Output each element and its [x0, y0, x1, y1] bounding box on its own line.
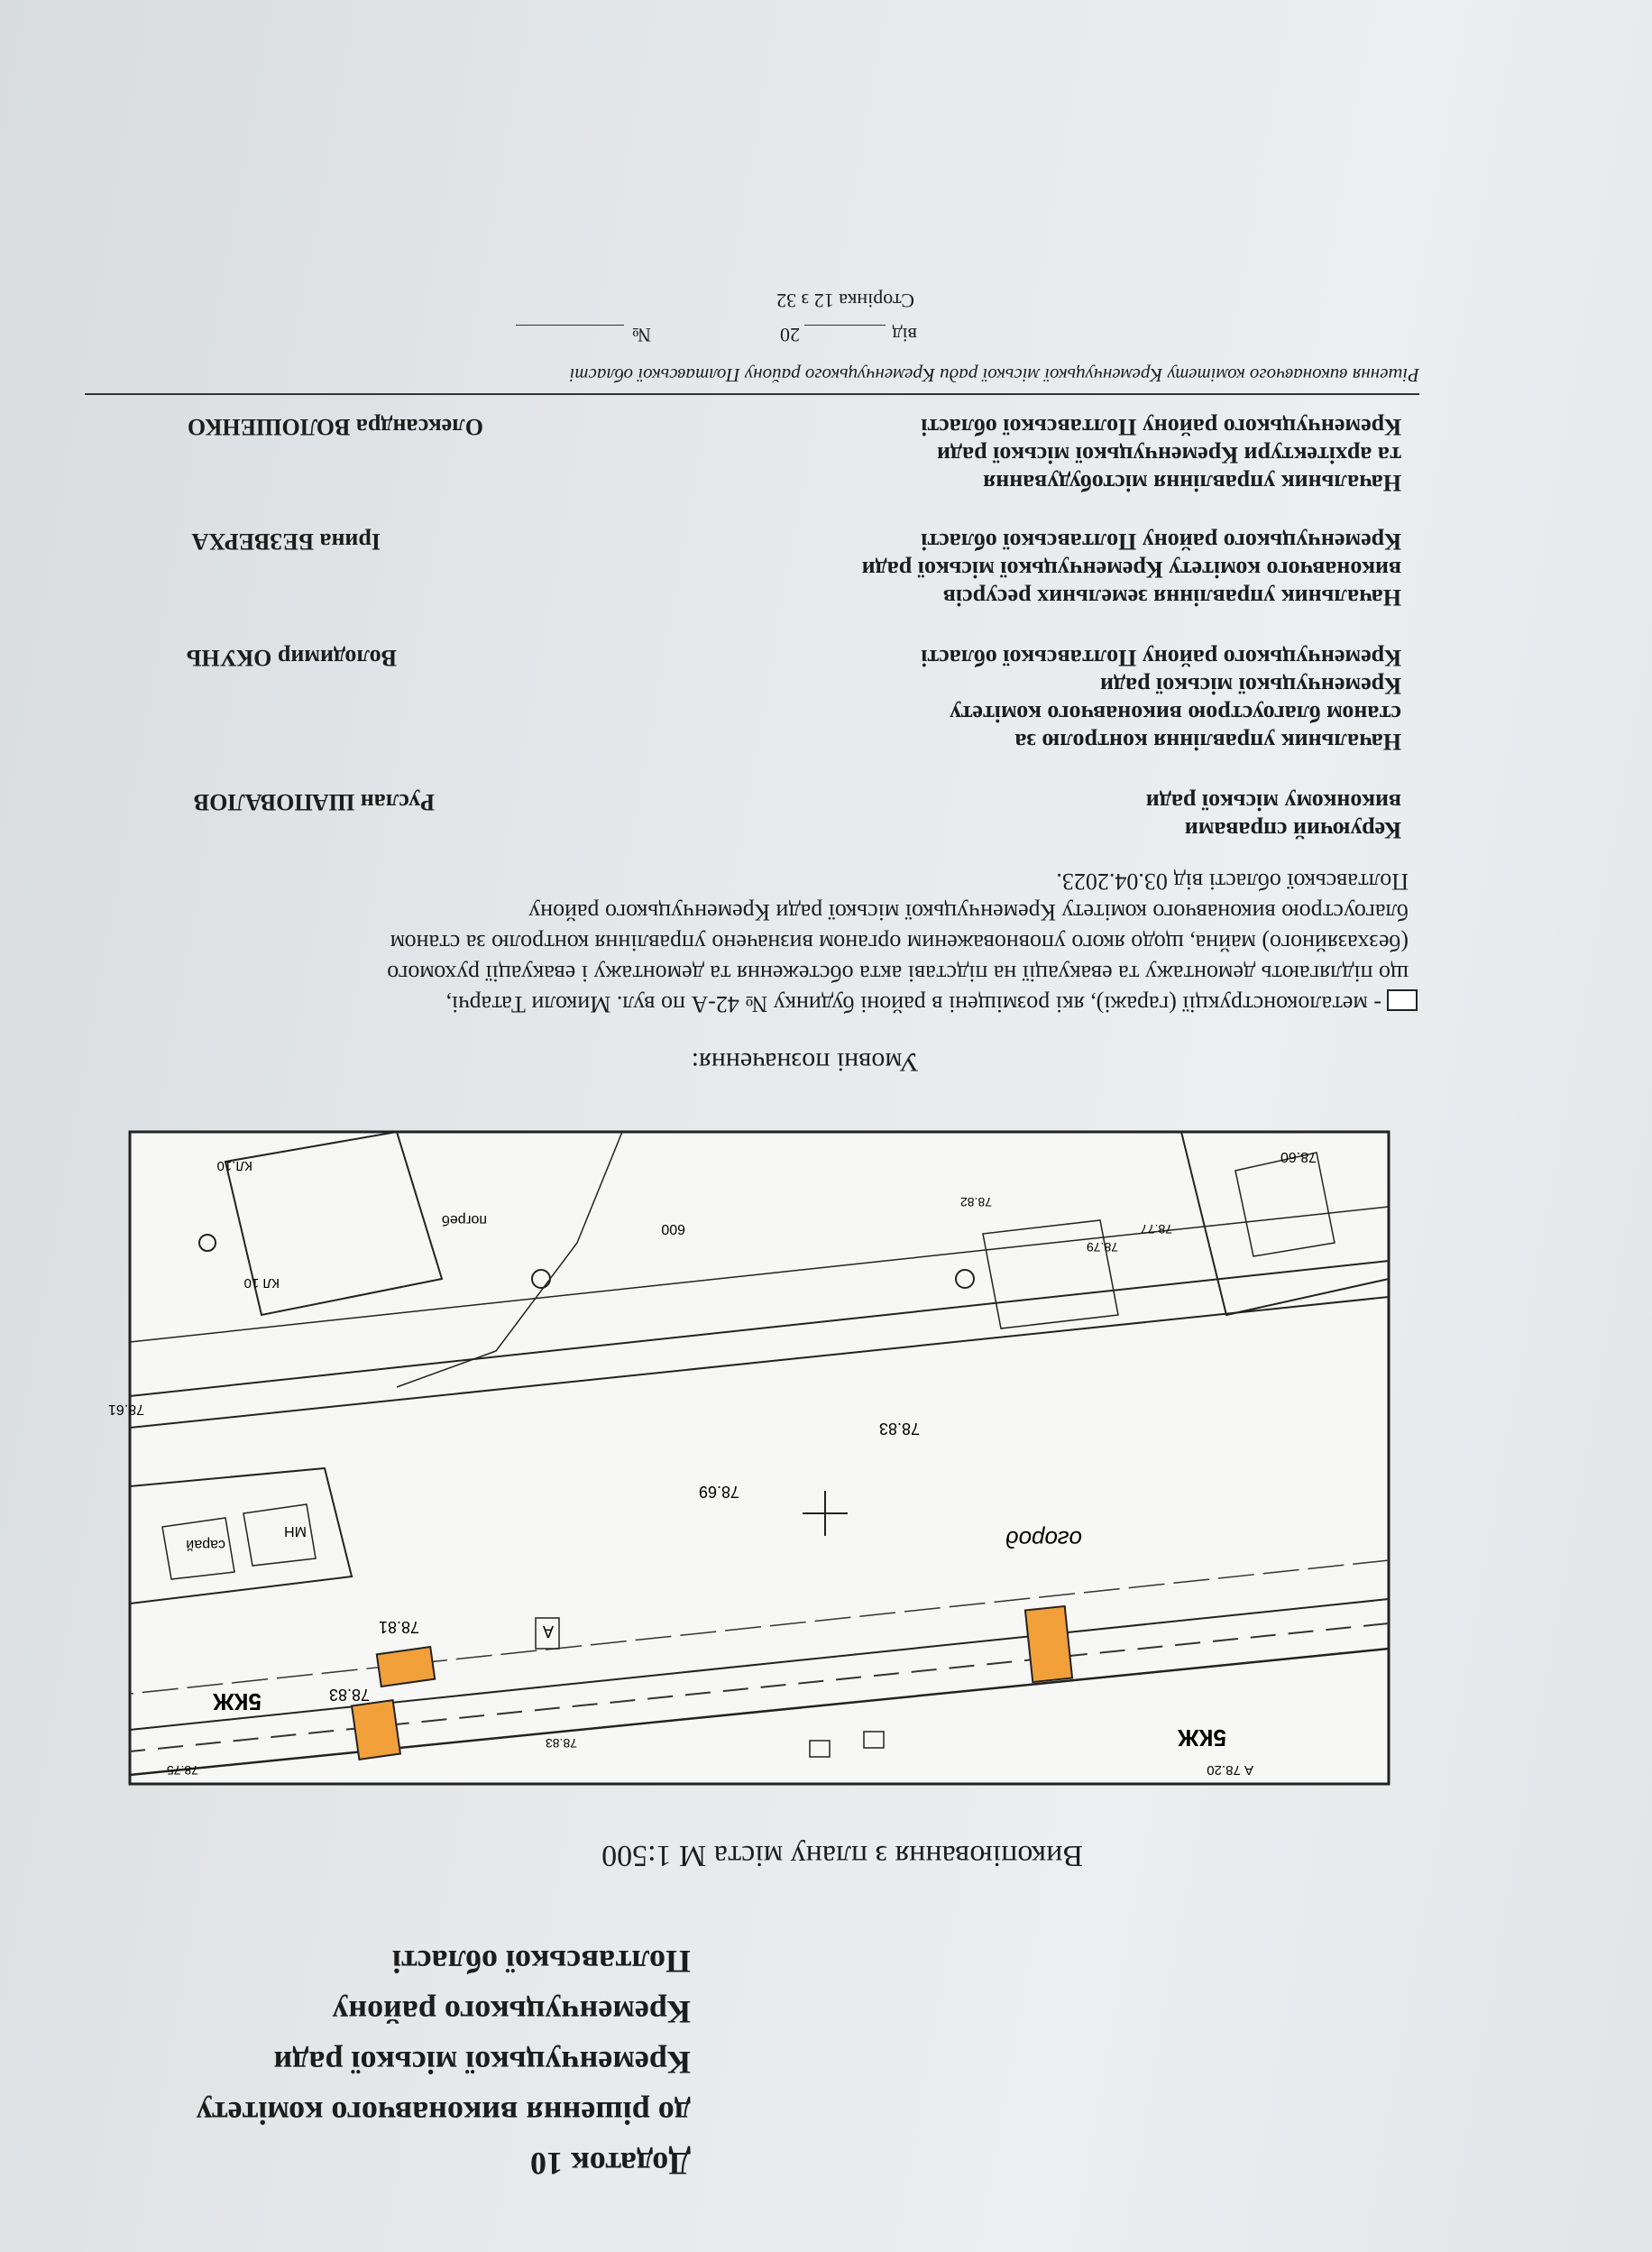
- garage-marker-1: [377, 1647, 435, 1687]
- sig-1-position-2: виконкому міської ради: [1145, 789, 1401, 815]
- misc-label-4: 78.82: [959, 1195, 992, 1209]
- sig-2-position-4: Кременчуцького району Полтавської області: [921, 645, 1401, 671]
- street-label-right: 5КЖ: [213, 1688, 262, 1715]
- sig-1-position-1: Керуючий справами: [1184, 817, 1401, 843]
- height-label-1: 78.81: [378, 1618, 419, 1636]
- sig-4-position-1: Начальник управління містобудування: [983, 470, 1401, 496]
- sig-3-position-2: виконавчого комітету Кременчуцької міської ради: [861, 556, 1401, 583]
- misc-label-3: 78.79: [1086, 1240, 1118, 1255]
- footer-page: Сторінка 12 з 32: [776, 290, 914, 312]
- annex-line-4: Кременчуцького району: [332, 1994, 691, 2030]
- legend-title: Умовні позначення:: [691, 1047, 919, 1077]
- annex-line-3: Кременчуцької міської ради: [273, 2045, 691, 2081]
- footer-from: від: [892, 324, 917, 346]
- height-label-2: 78.83: [328, 1686, 370, 1704]
- mh-label: МН: [284, 1523, 307, 1539]
- misc-label-2: 78.77: [1140, 1222, 1172, 1236]
- pole-label: КЛ.10: [216, 1158, 252, 1173]
- sig-2-name: Володимир ОКУНЬ: [186, 645, 397, 671]
- sig-2-position-1: Начальник управління контролю за: [1014, 729, 1401, 755]
- legend-line-5: Полтавської області від 03.04.2023.: [1056, 869, 1409, 895]
- misc-label-6: 78.83: [545, 1736, 577, 1751]
- sig-1-name: Руслан ШАПОВАЛОВ: [193, 789, 435, 815]
- annex-line-2: до рішення виконавчого комітету: [196, 2095, 691, 2131]
- height-label-5: 78.60: [1280, 1149, 1317, 1164]
- sig-3-position-1: Начальник управління земельних ресурсів: [942, 584, 1401, 611]
- cellar-label: погреб: [441, 1212, 487, 1227]
- sig-3-name: Ірина БЕЗВЕРХА: [191, 529, 381, 555]
- sig-4-position-2: та архітектури Кременчуцької міської ради: [937, 442, 1401, 468]
- misc-label-5: 78.75: [166, 1763, 198, 1778]
- height-label-6: 78.61: [107, 1402, 144, 1417]
- footer-text: Рішення виконавчого комітету Кременчуцької міської ради Кременчуцького району Полтавської області: [569, 364, 1419, 386]
- sig-4-name: Олександра ВОЛОШЕНКО: [187, 414, 483, 440]
- legend-line-1: - металоконструкції (гаражі), які розміщені в районі будинку № 42-А по вул. Миколи Татарчі,: [445, 991, 1381, 1017]
- legend-line-3: (безхазяйного) майна, щодо якого уповноваженим органом визначено управління контролю за станом: [390, 930, 1409, 956]
- footer-year: 20: [780, 324, 800, 346]
- misc-label-1: А 78.20: [1207, 1762, 1253, 1778]
- footer-number-line: [516, 325, 624, 326]
- sig-3-position-3: Кременчуцького району Полтавської області: [921, 529, 1401, 555]
- garage-marker-2: [1025, 1606, 1072, 1682]
- misc-label-7: КЛ 10: [243, 1275, 280, 1291]
- sig-2-position-3: Кременчуцької міської ради: [1099, 673, 1401, 699]
- shed-label: сарай: [186, 1537, 225, 1552]
- legend-line-2: що підлягають демонтажу та евакуації на підставі акта обстеження та демонтажу і евакуації рухомого: [387, 961, 1409, 987]
- sig-2-position-2: станом благоустрою виконавчого комітету: [950, 701, 1401, 727]
- legend-swatch: [1387, 989, 1418, 1011]
- footer-date-line: [804, 325, 886, 326]
- height-label-3: 78.69: [698, 1483, 739, 1501]
- map-title: Викопіювання з плану міста М 1:500: [601, 1839, 1083, 1872]
- annex-line-5: Полтавської області: [392, 1944, 691, 1980]
- footer-number: №: [632, 324, 651, 346]
- sig-4-position-3: Кременчуцького району Полтавської області: [921, 414, 1401, 440]
- annex-number: Додаток 10: [530, 2146, 691, 2182]
- footer-rule: [85, 393, 1419, 395]
- city-plan-map: [107, 1132, 1389, 1784]
- garage-marker-3: [352, 1700, 400, 1760]
- height-label-4: 78.83: [878, 1420, 920, 1438]
- dist-label: 600: [661, 1221, 685, 1236]
- garden-label: огород: [1005, 1526, 1082, 1553]
- map-frame: [130, 1132, 1389, 1784]
- street-label-left: 5КЖ: [1178, 1724, 1226, 1751]
- legend-line-4: благоустрою виконавчого комітету Кременчуцької міської ради Кременчуцького району: [528, 899, 1409, 925]
- garage-letter: А: [542, 1622, 554, 1641]
